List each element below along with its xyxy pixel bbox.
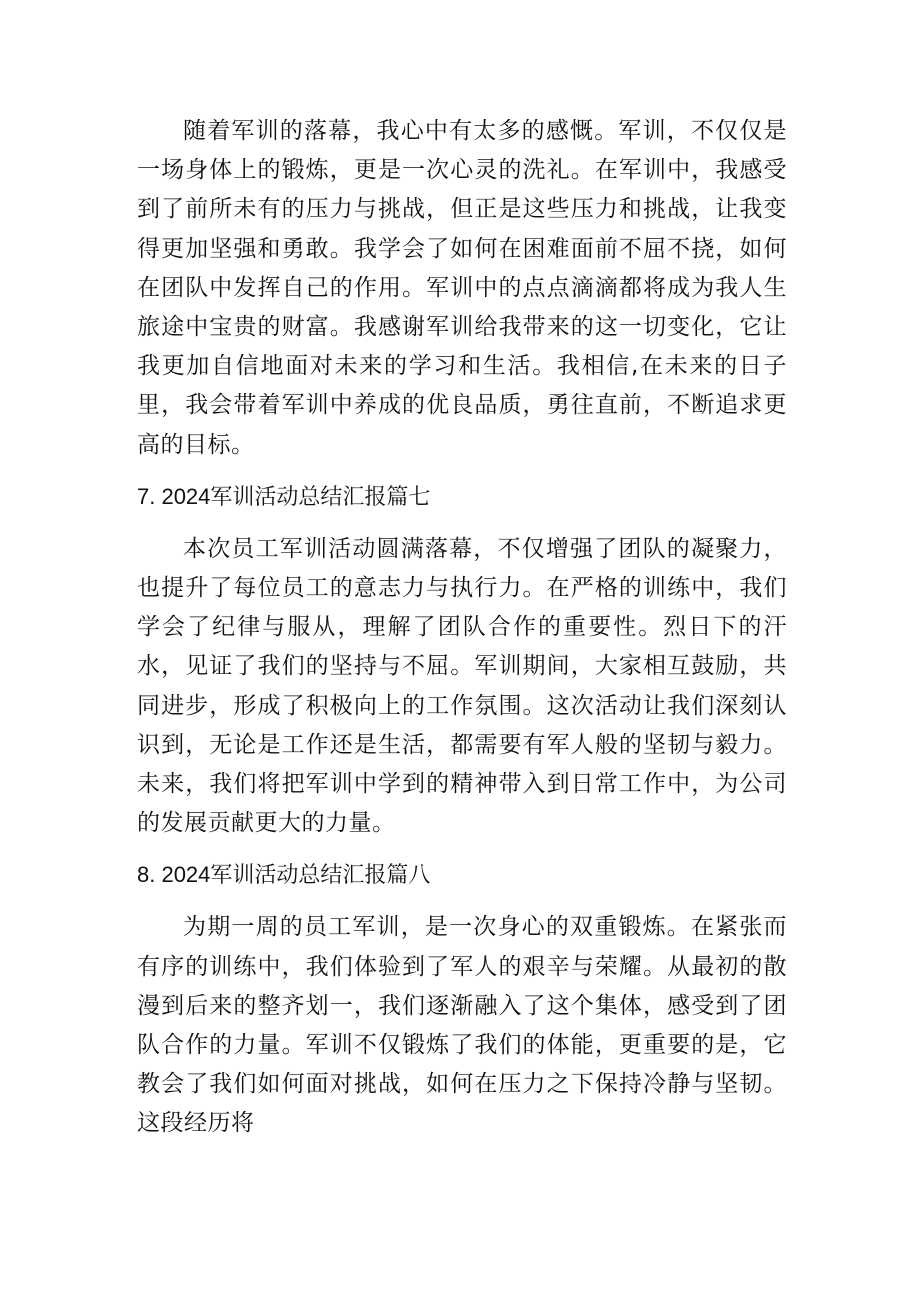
section-heading: 8. 2024军训活动总结汇报篇八 <box>137 862 431 888</box>
body-paragraph: 随着军训的落幕，我心中有太多的感慨。军训，不仅仅是一场身体上的锻炼，更是一次心灵的洗礼。在军训中，我感受到了前所未有的压力与挑战，但正是这些压力和挑战，让我变得更加坚强和勇敢。我学会了如何在困难面前不屈不挠，如何在团队中发挥自己的作用。军训中的点点滴滴都将成为我人生旅途中宝贵的财富。我感谢军训给我带来的这一切变化，它让我更加自信地面对未来的学习和生活。我相信,在未来的日子里，我会带着军训中养成的优良品质，勇往直前，不断追求更高的目标。 <box>137 118 787 458</box>
body-paragraph: 本次员工军训活动圆满落幕，不仅增强了团队的凝聚力，也提升了每位员工的意志力与执行力。在严格的训练中，我们学会了纪律与服从，理解了团队合作的重要性。烈日下的汗水，见证了我们的坚持与不屈。军训期间，大家相互鼓励，共同进步，形成了积极向上的工作氛围。这次活动让我们深刻认识到，无论是工作还是生活，都需要有军人般的坚韧与毅力。未来，我们将把军训中学到的精神带入到日常工作中，为公司的发展贡献更大的力量。 <box>137 535 787 837</box>
section-heading: 7. 2024军训活动总结汇报篇七 <box>137 483 431 509</box>
body-paragraph: 为期一周的员工军训，是一次身心的双重锻炼。在紧张而有序的训练中，我们体验到了军人的艰辛与荣耀。从最初的散漫到后来的整齐划一，我们逐渐融入了这个集体，感受到了团队合作的力量。军训不仅锻炼了我们的体能，更重要的是，它教会了我们如何面对挑战，如何在压力之下保持冷静与坚韧。这段经历将 <box>137 914 787 1137</box>
document-body <box>137 112 787 1144</box>
